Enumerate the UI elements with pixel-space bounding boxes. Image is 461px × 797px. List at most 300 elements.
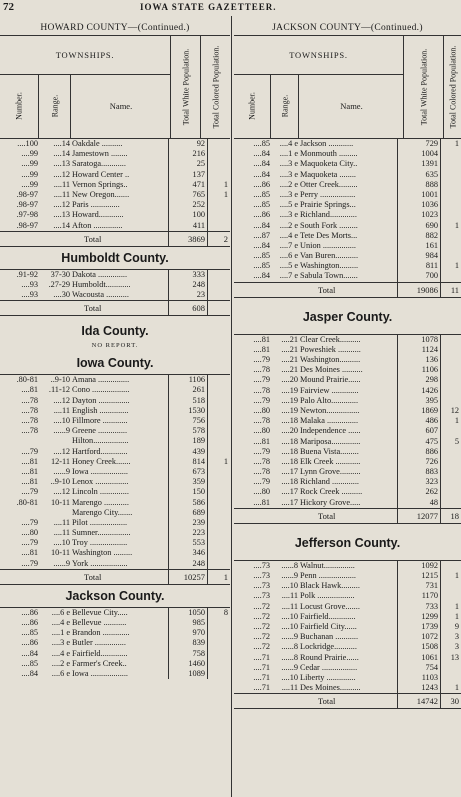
white-population: 1299 xyxy=(397,612,440,622)
table-row xyxy=(0,628,230,638)
township-number: ....71 xyxy=(253,672,270,682)
township-number: ....79 xyxy=(21,517,38,527)
colored-population: 1 xyxy=(440,221,461,231)
table-row xyxy=(234,467,461,477)
colored-pop-heading: Total Colored Population. xyxy=(443,36,461,138)
colored-population xyxy=(207,638,230,648)
table-row xyxy=(0,221,230,231)
range: ....30 xyxy=(53,290,70,300)
township-name: Washington......... xyxy=(300,261,359,271)
white-population: 395 xyxy=(397,396,440,406)
township-name: Walnut............... xyxy=(300,560,355,570)
name-heading: Name. xyxy=(70,74,171,138)
white-population: 1103 xyxy=(397,673,440,683)
township-number: ....81 xyxy=(253,436,270,446)
range: ......9 xyxy=(53,426,70,436)
colored-population xyxy=(440,180,461,190)
township-number: ....86 xyxy=(253,179,270,189)
table-row xyxy=(234,591,461,601)
township-number: ....87 xyxy=(253,230,270,240)
colored-population xyxy=(440,190,461,200)
colored-population xyxy=(440,591,461,601)
township-name: Bellevue City..... xyxy=(72,607,128,617)
colored-population: 9 xyxy=(440,622,461,632)
white-population: 1124 xyxy=(397,345,440,355)
range: ....20 xyxy=(281,426,298,436)
range: ....17 xyxy=(281,487,298,497)
range: .11-12 xyxy=(48,385,70,395)
colored-population xyxy=(207,375,230,385)
township-number: .80-81 xyxy=(16,375,38,385)
township-number xyxy=(0,436,38,446)
colored-population xyxy=(440,149,461,159)
range: ....12 xyxy=(53,395,70,405)
white-population: 323 xyxy=(397,477,440,487)
township-number: .98-97 xyxy=(16,189,38,199)
table-row xyxy=(0,170,230,180)
table-row xyxy=(234,571,461,581)
white-population: 754 xyxy=(397,663,440,673)
table-row xyxy=(234,437,461,447)
white-population: 1739 xyxy=(397,622,440,632)
colored-population xyxy=(207,548,230,558)
township-number: ....73 xyxy=(253,571,270,580)
colored-population xyxy=(207,416,230,426)
table-row xyxy=(234,622,461,632)
range: ....7 e xyxy=(279,240,298,250)
range: ....11 xyxy=(281,601,298,611)
colored-population xyxy=(207,396,230,406)
colored-population xyxy=(440,159,461,169)
total-white: 19086 xyxy=(397,283,440,297)
table-row xyxy=(0,190,230,200)
white-population: 586 xyxy=(168,498,207,508)
township-name: Jamestown ........ xyxy=(72,149,128,159)
county-heading-jefferson: Jefferson County. xyxy=(294,535,401,550)
township-number: ....85 xyxy=(253,189,270,199)
howard-rows xyxy=(0,139,230,231)
township-number: ....78 xyxy=(21,416,38,425)
table-row xyxy=(0,518,230,528)
white-population: 346 xyxy=(168,548,207,558)
range: ....21 xyxy=(281,334,298,344)
township-name: Fillmore ............ xyxy=(72,416,128,425)
total-label: Total xyxy=(318,510,336,521)
range: ....17 xyxy=(281,497,298,507)
white-population: 1092 xyxy=(397,561,440,571)
colored-population xyxy=(207,477,230,487)
white-population: 1426 xyxy=(397,386,440,396)
township-number: ....79 xyxy=(253,395,270,405)
white-population: 471 xyxy=(168,180,207,190)
range: ....4 e xyxy=(279,139,298,148)
running-head: IOWA STATE GAZETTEER. xyxy=(140,2,277,12)
colored-population xyxy=(440,335,461,345)
township-name: Iowa .................. xyxy=(72,466,128,476)
range: ....14 xyxy=(53,139,70,148)
township-number: ....72 xyxy=(253,601,270,611)
township-number: ....93 xyxy=(21,290,38,300)
range-heading: Range. xyxy=(270,74,299,138)
table-row xyxy=(0,487,230,497)
colored-population xyxy=(440,561,461,571)
township-number: ....86 xyxy=(253,210,270,220)
colored-population xyxy=(440,345,461,355)
township-number: ....72 xyxy=(253,621,270,631)
township-name: Farmer's Creek.. xyxy=(72,658,127,668)
township-name: Fairfield............. xyxy=(300,611,356,621)
colored-population xyxy=(207,385,230,395)
white-pop-heading: Total White Population. xyxy=(403,36,444,138)
total-colored: 11 xyxy=(440,283,461,297)
table-row xyxy=(0,467,230,477)
total-colored: 2 xyxy=(207,232,230,246)
township-number: ....78 xyxy=(21,426,38,436)
white-population: 100 xyxy=(168,210,207,220)
white-population: 1004 xyxy=(397,149,440,159)
township-number: ....81 xyxy=(21,466,38,476)
table-row xyxy=(0,559,230,569)
colored-population xyxy=(207,436,230,446)
white-population: 578 xyxy=(168,426,207,436)
table-row xyxy=(234,498,461,508)
range xyxy=(38,436,70,446)
colored-population xyxy=(207,210,230,220)
number-heading: Number. xyxy=(14,92,24,120)
table-row xyxy=(234,642,461,652)
colored-population: 1 xyxy=(440,602,461,612)
table-row xyxy=(234,581,461,591)
colored-population xyxy=(440,663,461,673)
ida-no-report: NO REPORT. xyxy=(91,342,139,350)
township-name: Van Buren........... xyxy=(300,251,359,261)
township-number: ....84 xyxy=(253,220,270,230)
table-row xyxy=(234,149,461,159)
white-population: 731 xyxy=(397,581,440,591)
table-row xyxy=(0,508,230,518)
table-row xyxy=(234,200,461,210)
township-number: ....84 xyxy=(21,668,38,678)
county-heading-jasper: Jasper County. xyxy=(302,309,393,324)
range: ....12 xyxy=(53,446,70,456)
name-heading: Name. xyxy=(298,74,404,138)
township-number: ....81 xyxy=(253,344,270,354)
township-name: Saratoga............ xyxy=(72,159,126,169)
table-row xyxy=(0,149,230,159)
white-population: 1036 xyxy=(397,200,440,210)
white-population: 888 xyxy=(397,180,440,190)
table-row xyxy=(234,673,461,683)
range: 37-30 xyxy=(50,269,70,279)
table-row xyxy=(0,139,230,149)
township-number: ....71 xyxy=(253,652,270,662)
table-row xyxy=(234,375,461,385)
iowa-rows xyxy=(0,374,230,569)
township-name: Paris .............. xyxy=(72,200,120,210)
township-number: ....79 xyxy=(253,355,270,364)
white-population: 150 xyxy=(168,487,207,497)
white-population: 1170 xyxy=(397,591,440,601)
colored-population xyxy=(207,149,230,159)
white-population: 92 xyxy=(168,139,207,149)
township-number: ....80 xyxy=(253,487,270,497)
white-population: 1106 xyxy=(397,365,440,375)
township-name: Greene .............. xyxy=(72,426,128,436)
colored-population xyxy=(440,426,461,436)
township-number: .98-97 xyxy=(16,220,38,230)
township-number: ....81 xyxy=(21,548,38,558)
township-number: ....84 xyxy=(253,149,270,159)
township-name: Tete Des Morts... xyxy=(300,230,358,240)
colored-population: 13 xyxy=(440,653,461,663)
township-name: Hickory Grove..... xyxy=(300,497,361,507)
range: ....11 xyxy=(53,189,70,199)
colored-population xyxy=(207,200,230,210)
township-number: ....85 xyxy=(21,658,38,668)
white-population: 298 xyxy=(397,375,440,385)
township-number: ....84 xyxy=(253,169,270,179)
table-row xyxy=(0,180,230,190)
township-name: Afton .............. xyxy=(72,220,123,230)
table-row xyxy=(234,345,461,355)
white-population: 486 xyxy=(397,416,440,426)
range: ......9 xyxy=(53,466,70,476)
township-name: Dayton ............... xyxy=(72,395,130,405)
number-heading: Number. xyxy=(247,92,257,120)
township-name: Fairview ............. xyxy=(300,385,359,395)
range: ....6 e xyxy=(51,607,70,617)
township-number: ....78 xyxy=(21,395,38,405)
table-row xyxy=(234,683,461,693)
white-population: 439 xyxy=(168,447,207,457)
township-number: ....79 xyxy=(253,375,270,385)
township-name: Polk .................. xyxy=(300,591,355,601)
township-number: ....73 xyxy=(253,591,270,601)
table-row xyxy=(234,663,461,673)
table-row xyxy=(0,638,230,648)
colored-population: 5 xyxy=(440,437,461,447)
table-row xyxy=(0,457,230,467)
township-name: Des Moines.......... xyxy=(300,683,361,693)
range: ....10 xyxy=(281,581,298,591)
township-number: ....85 xyxy=(253,139,270,148)
township-number: ....99 xyxy=(21,159,38,169)
total-white: 12077 xyxy=(397,509,440,523)
township-name: Wacousta ........... xyxy=(72,290,129,300)
township-name: Buena Vista......... xyxy=(300,446,359,456)
table-row xyxy=(0,396,230,406)
township-number: ....85 xyxy=(253,200,270,210)
table-row xyxy=(0,498,230,508)
table-row xyxy=(0,649,230,659)
colored-population: 8 xyxy=(207,608,230,618)
township-number: ....99 xyxy=(21,179,38,189)
white-population: 553 xyxy=(168,538,207,548)
white-population: 136 xyxy=(397,355,440,365)
colored-population xyxy=(207,170,230,180)
colored-population xyxy=(207,290,230,300)
colored-population xyxy=(207,518,230,528)
township-number: ....73 xyxy=(253,581,270,591)
colored-population xyxy=(207,487,230,497)
white-population: 1391 xyxy=(397,159,440,169)
township-number: ....80 xyxy=(21,528,38,538)
colored-population xyxy=(440,231,461,241)
township-name: York .................. xyxy=(72,558,128,568)
township-number: ....78 xyxy=(253,365,270,375)
total-colored: 18 xyxy=(440,509,461,523)
township-name: Round Prairie...... xyxy=(300,652,359,662)
colored-population: 1 xyxy=(440,683,461,693)
table-row xyxy=(234,271,461,281)
township-number: ....78 xyxy=(253,467,270,477)
table-row xyxy=(0,436,230,446)
table-row xyxy=(234,190,461,200)
range: ....6 e xyxy=(279,251,298,261)
white-population: 248 xyxy=(168,280,207,290)
township-number: ....84 xyxy=(253,271,270,281)
range: ....18 xyxy=(281,446,298,456)
colored-population xyxy=(207,270,230,280)
range: ....3 e xyxy=(279,159,298,169)
white-population: 223 xyxy=(168,528,207,538)
township-number: ....78 xyxy=(253,416,270,426)
total-label: Total xyxy=(318,284,336,295)
table-row xyxy=(0,669,230,679)
colored-population: 1 xyxy=(207,457,230,467)
range: ....18 xyxy=(281,416,298,426)
total-label: Total xyxy=(84,571,102,582)
township-number: ....80 xyxy=(253,426,270,436)
white-population: 25 xyxy=(168,159,207,169)
table-row xyxy=(234,241,461,251)
township-name: Union ................ xyxy=(300,240,357,250)
table-row xyxy=(0,385,230,395)
township-name: Liberty .............. xyxy=(300,672,356,682)
range: ......8 xyxy=(281,560,298,570)
table-row xyxy=(234,447,461,457)
colored-population xyxy=(207,628,230,638)
table-row xyxy=(234,221,461,231)
right-column xyxy=(234,22,461,797)
white-population: 1061 xyxy=(397,653,440,663)
jasper-rows xyxy=(234,334,461,508)
range: ....4 e xyxy=(279,230,298,240)
township-number: ....78 xyxy=(21,405,38,415)
range: ....2 e xyxy=(51,658,70,668)
township-name: Perry ................. xyxy=(300,189,356,199)
range: ....11 xyxy=(53,405,70,415)
table-header xyxy=(234,35,461,139)
jefferson-rows xyxy=(234,560,461,693)
range: ....11 xyxy=(281,683,298,693)
jackson-continued-title: JACKSON COUNTY—(Continued.) xyxy=(272,23,423,33)
township-name: Maquoketa City.. xyxy=(300,159,358,169)
white-population: 883 xyxy=(397,467,440,477)
township-number: ....79 xyxy=(253,477,270,487)
range: ....18 xyxy=(281,456,298,466)
range: ....12 xyxy=(53,487,70,497)
range: ....21 xyxy=(281,344,298,354)
range: ....19 xyxy=(281,395,298,405)
township-number: ....78 xyxy=(253,385,270,395)
white-population: 1508 xyxy=(397,642,440,652)
white-population: 1023 xyxy=(397,210,440,220)
white-population: 733 xyxy=(397,602,440,612)
total-colored xyxy=(207,301,230,315)
table-row xyxy=(234,477,461,487)
colored-population xyxy=(207,659,230,669)
white-population: 689 xyxy=(168,508,207,518)
colored-population xyxy=(440,498,461,508)
township-number: ....79 xyxy=(21,487,38,497)
county-heading-humboldt: Humboldt County. xyxy=(61,250,169,265)
page-number: 72 xyxy=(3,1,14,13)
range: ....18 xyxy=(281,477,298,487)
township-name: Washington ......... xyxy=(72,548,133,558)
total-label: Total xyxy=(84,303,102,314)
white-population: 1106 xyxy=(168,375,207,385)
township-number: ....79 xyxy=(21,446,38,456)
colored-population xyxy=(440,200,461,210)
township-name: Dakota .............. xyxy=(72,269,128,279)
township-name: Des Moines .......... xyxy=(300,365,363,375)
township-name: Howard Center .. xyxy=(72,169,130,179)
page-header xyxy=(0,0,461,14)
colored-population xyxy=(207,559,230,569)
township-number: ....81 xyxy=(253,334,270,344)
white-population: 756 xyxy=(168,416,207,426)
range: ....2 e xyxy=(279,220,298,230)
colored-population xyxy=(207,280,230,290)
colored-population: 3 xyxy=(440,642,461,652)
colored-population xyxy=(207,447,230,457)
township-number: .80-81 xyxy=(16,497,38,507)
range: ....3 e xyxy=(51,638,70,648)
colored-population xyxy=(207,406,230,416)
township-number: ....85 xyxy=(253,251,270,261)
white-population: 1078 xyxy=(397,335,440,345)
colored-population xyxy=(207,139,230,149)
table-row xyxy=(0,447,230,457)
township-name: Hilton................. xyxy=(72,436,129,446)
table-row xyxy=(0,290,230,300)
colored-population xyxy=(440,581,461,591)
colored-population: 1 xyxy=(440,571,461,581)
white-pop-heading: Total White Population. xyxy=(170,36,201,138)
colored-population: 1 xyxy=(440,261,461,271)
range: ..9-10 xyxy=(50,477,70,487)
colored-population xyxy=(207,669,230,679)
range: ....1 e xyxy=(51,628,70,638)
township-name: Fairfield............. xyxy=(72,648,128,658)
township-name: Monmouth ......... xyxy=(300,149,358,159)
white-population: 518 xyxy=(168,396,207,406)
range: ....11 xyxy=(53,179,70,189)
white-population: 700 xyxy=(397,271,440,281)
total-colored: 1 xyxy=(207,570,230,584)
white-population: 811 xyxy=(397,261,440,271)
township-name: Fairfield City...... xyxy=(300,621,357,631)
table-row xyxy=(234,561,461,571)
table-row xyxy=(234,416,461,426)
jackson-rows xyxy=(234,139,461,282)
township-number: .97-98 xyxy=(16,210,38,220)
white-population: 1050 xyxy=(168,608,207,618)
table-row xyxy=(0,406,230,416)
township-name: Lockridge........... xyxy=(300,642,357,652)
range xyxy=(38,508,70,518)
